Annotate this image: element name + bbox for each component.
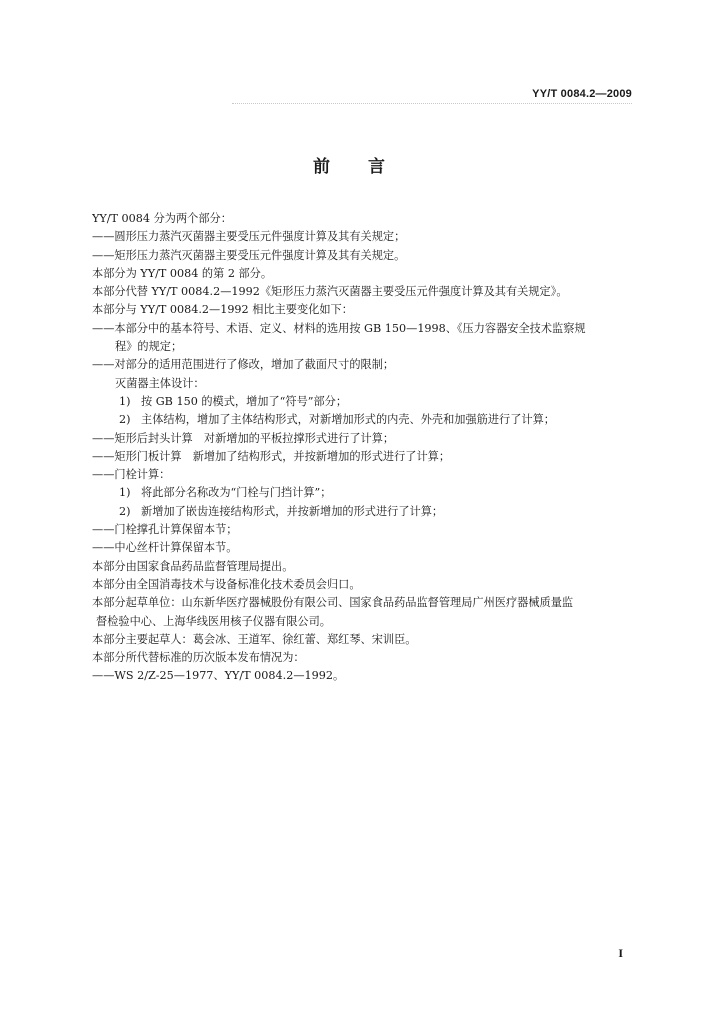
list-number: 1) (119, 394, 131, 408)
body-line: ——门栓计算： (92, 468, 171, 482)
list-text: 主体结构，增加了主体结构形式，对新增加形式的内壳、外壳和加强筋进行了计算； (141, 413, 555, 427)
list-text: 按 GB 150 的模式，增加了“符号”部分； (141, 394, 348, 408)
standard-code: YY/T 0084.2—2009 (532, 88, 632, 100)
body-line: ——中心丝杆计算保留本节。 (92, 541, 238, 555)
body-line: ——本部分中的基本符号、术语、定义、材料的选用按 GB 150—1998、《压力容器安全技术监察规 (92, 321, 586, 335)
body-line: 本部分为 YY/T 0084 的第 2 部分。 (92, 266, 273, 280)
body-line: 本部分与 YY/T 0084.2—1992 相比主要变化如下： (92, 303, 353, 317)
body-line: 本部分代替 YY/T 0084.2—1992《矩形压力蒸汽灭菌器主要受压元件强度计算及其有关规定》。 (92, 285, 568, 299)
list-item (92, 503, 637, 521)
body-line: 灭菌器主体设计： (115, 376, 205, 390)
body-line: ——矩形压力蒸汽灭菌器主要受压元件强度计算及其有关规定。 (92, 248, 406, 262)
list-item (92, 484, 637, 502)
body-line: YY/T 0084 分为两个部分： (92, 212, 232, 225)
list-item (92, 393, 637, 411)
body-line: ——WS 2/Z-25—1977、YY/T 0084.2—1992。 (92, 669, 345, 683)
body-line: 本部分所代替标准的历次版本发布情况为： (92, 651, 305, 665)
body-line: ——圆形压力蒸汽灭菌器主要受压元件强度计算及其有关规定； (92, 230, 406, 244)
body-line: 本部分主要起草人：葛会冰、王道军、徐红蕾、郑红琴、宋训臣。 (92, 632, 417, 646)
body-line: ——矩形后封头计算 对新增加的平板拉撑形式进行了计算； (92, 431, 395, 445)
body-line: ——矩形门板计算 新增加了结构形式，并按新增加的形式进行了计算； (92, 449, 451, 463)
list-number: 2) (119, 413, 131, 427)
foreword-body (92, 210, 637, 686)
body-line: 本部分由全国消毒技术与设备标准化技术委员会归口。 (92, 577, 361, 591)
body-line: ——对部分的适用范围进行了修改，增加了截面尺寸的限制； (92, 358, 395, 372)
header-rule (232, 103, 632, 104)
body-line: 本部分由国家食品药品监督管理局提出。 (92, 559, 294, 573)
list-item (92, 411, 637, 429)
list-text: 将此部分名称改为“门栓与门挡计算”； (141, 486, 332, 500)
body-line: 督检验中心、上海华线医用核子仪器有限公司。 (96, 614, 331, 628)
body-line: ——门栓撑孔计算保留本节； (92, 523, 238, 537)
page-title: 前言 (313, 157, 423, 177)
body-line: 本部分起草单位：山东新华医疗器械股份有限公司、国家食品药品监督管理局广州医疗器械质量监 (92, 596, 574, 610)
body-line: 程》的规定； (115, 340, 183, 354)
list-text: 新增加了嵌齿连接结构形式，并按新增加的形式进行了计算； (141, 504, 444, 518)
list-number: 1) (119, 486, 131, 500)
list-number: 2) (119, 504, 131, 518)
page-number: I (618, 946, 623, 960)
